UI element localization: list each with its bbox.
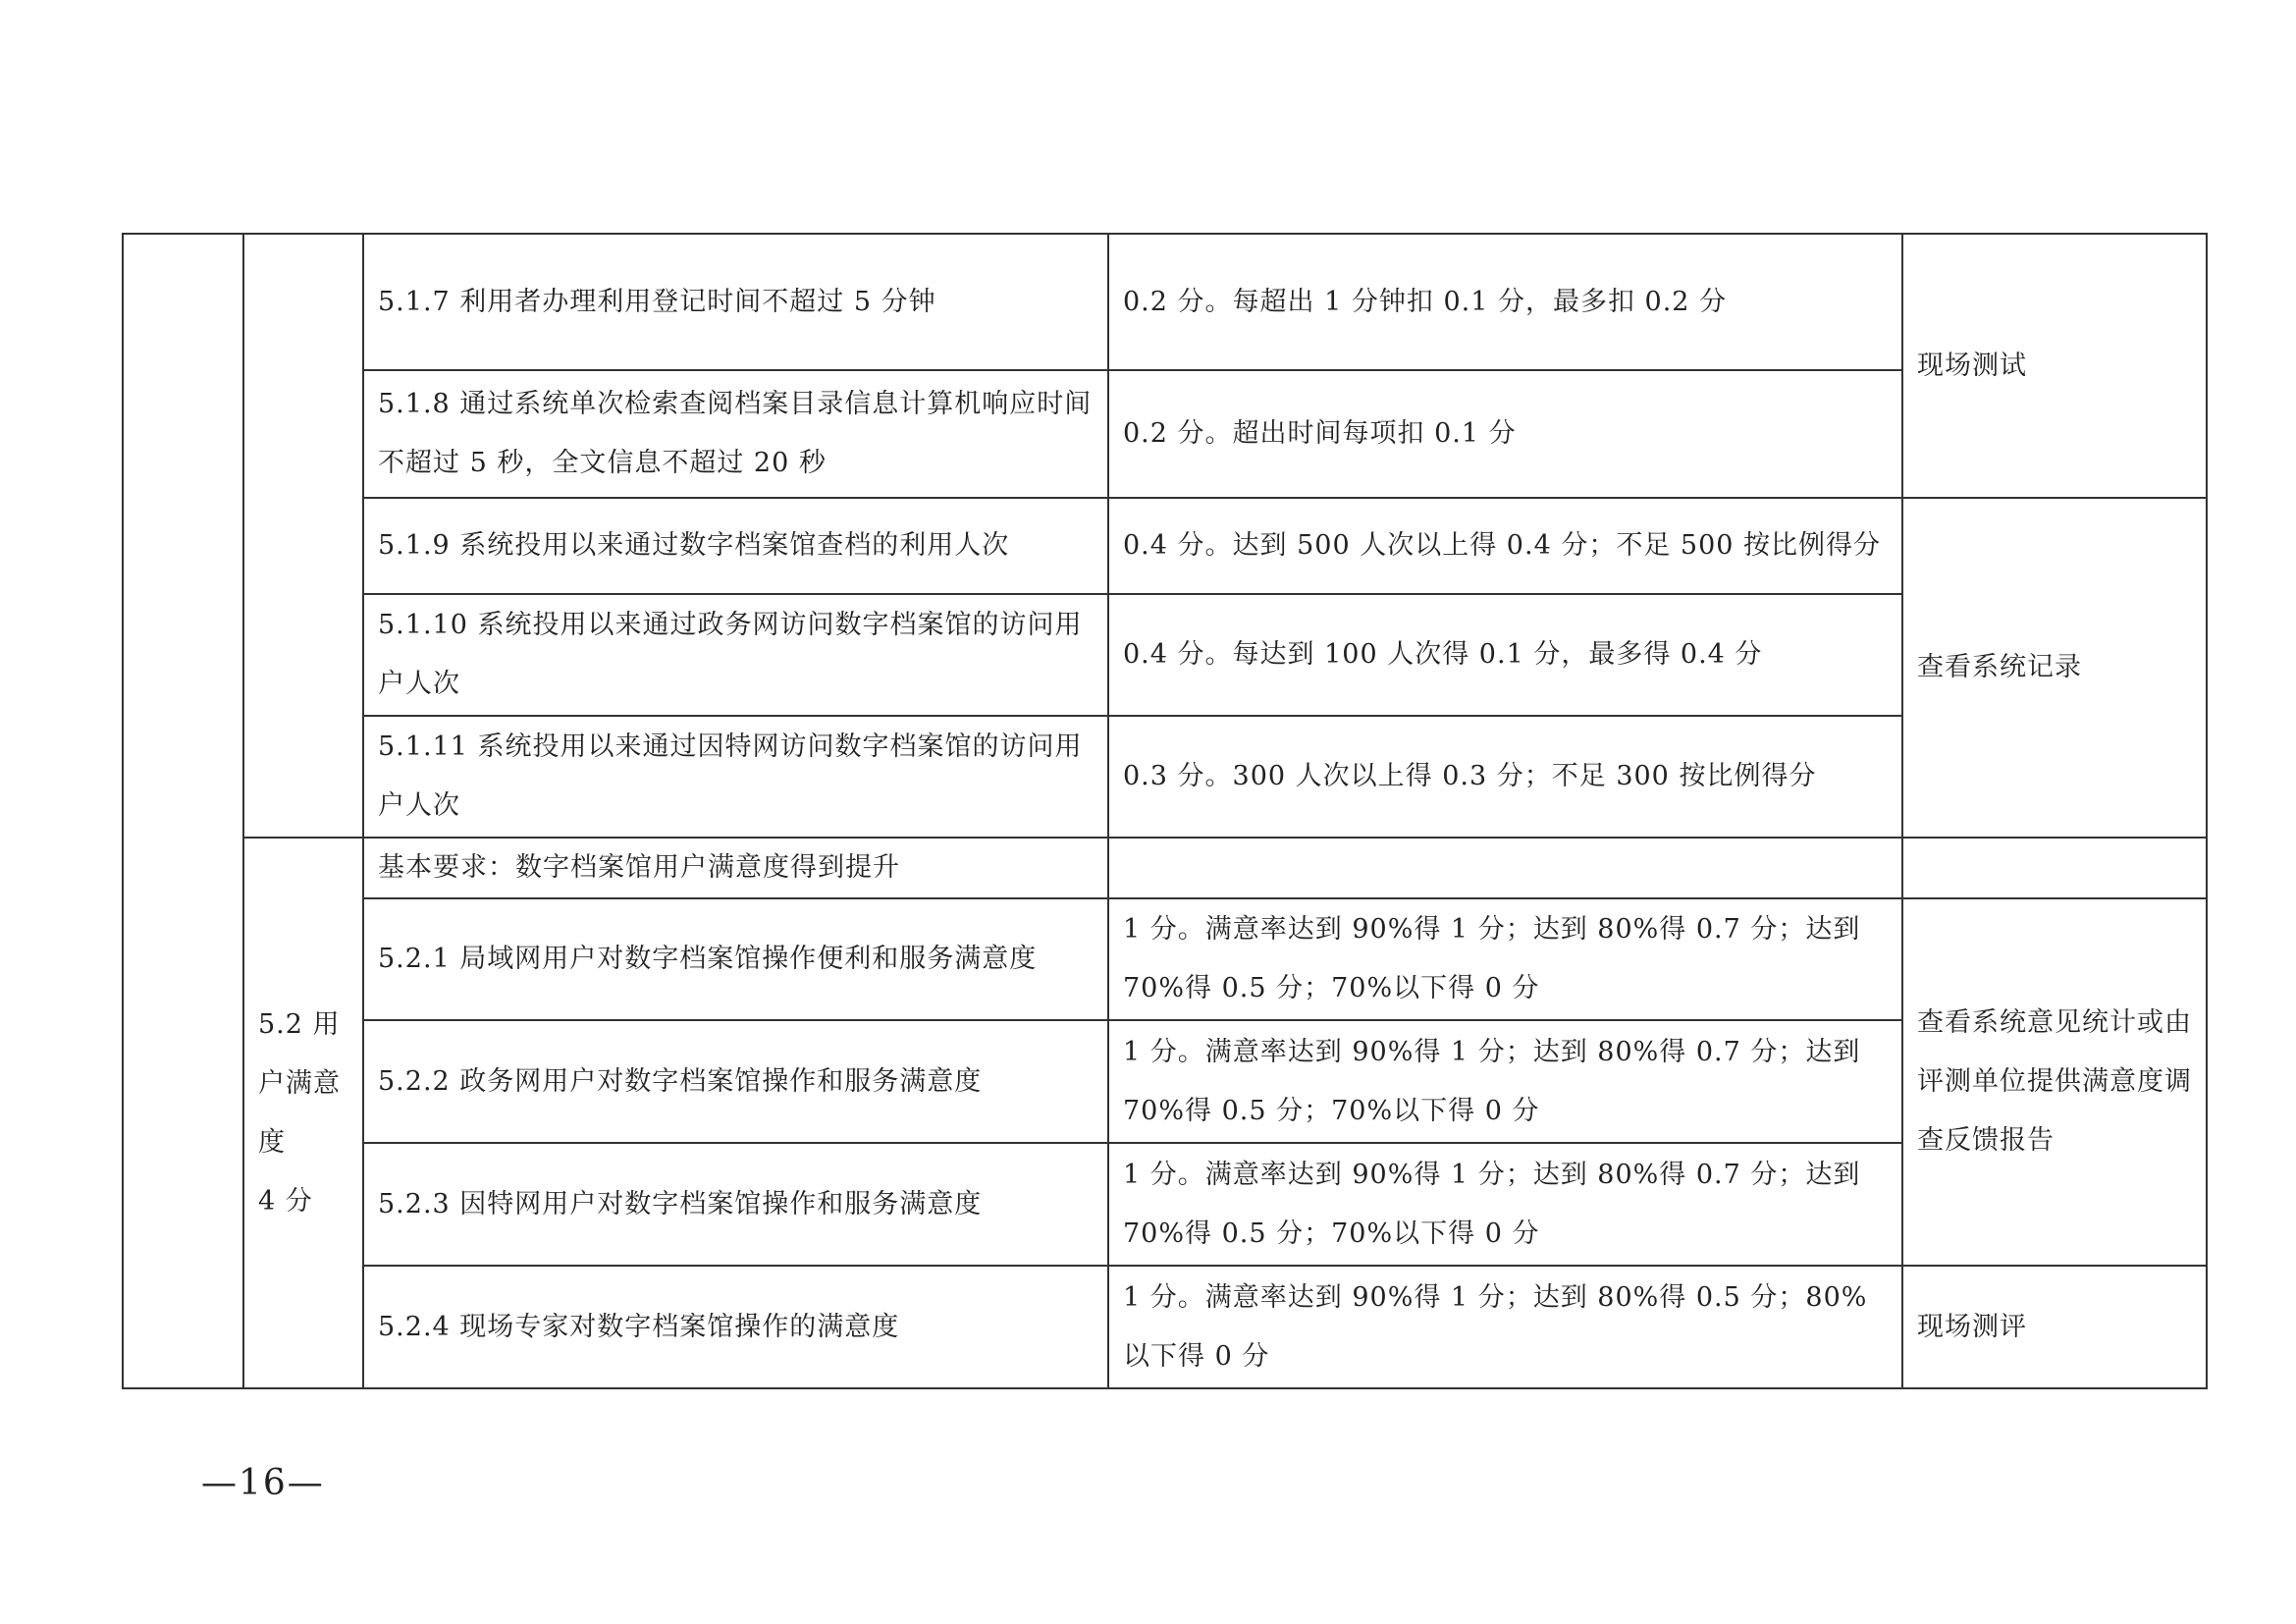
evaluation-table — [122, 233, 2208, 1389]
score-cell: 0.3 分。300 人次以上得 0.3 分；不足 300 按比例得分 — [1108, 716, 1902, 838]
item-cell: 5.2.4 现场专家对数字档案馆操作的满意度 — [363, 1266, 1108, 1388]
score-cell: 1 分。满意率达到 90%得 1 分；达到 80%得 0.7 分；达到 70%得 0.5 分；70%以下得 0 分 — [1108, 898, 1902, 1020]
table-row — [123, 234, 2207, 370]
score-cell: 1 分。满意率达到 90%得 1 分；达到 80%得 0.7 分；达到 70%得 0.5 分；70%以下得 0 分 — [1108, 1020, 1902, 1143]
method-cell: 现场测试 — [1902, 234, 2207, 498]
item-cell: 5.1.10 系统投用以来通过政务网访问数字档案馆的访问用户人次 — [363, 594, 1108, 716]
subcategory-cell-5-2: 5.2 用户满意度 4 分 — [243, 838, 363, 1388]
item-cell: 5.2.3 因特网用户对数字档案馆操作和服务满意度 — [363, 1143, 1108, 1266]
item-cell: 5.1.7 利用者办理利用登记时间不超过 5 分钟 — [363, 234, 1108, 370]
item-cell: 5.1.9 系统投用以来通过数字档案馆查档的利用人次 — [363, 498, 1108, 594]
item-cell: 5.2.1 局域网用户对数字档案馆操作便利和服务满意度 — [363, 898, 1108, 1020]
item-cell: 5.1.8 通过系统单次检索查阅档案目录信息计算机响应时间不超过 5 秒，全文信息不超过 20 秒 — [363, 370, 1108, 498]
table-row — [123, 1266, 2207, 1388]
category-cell — [123, 234, 243, 1388]
table-row — [123, 370, 2207, 498]
score-cell — [1108, 838, 1902, 898]
table-row — [123, 1020, 2207, 1143]
score-cell: 0.2 分。超出时间每项扣 0.1 分 — [1108, 370, 1902, 498]
method-cell: 查看系统记录 — [1902, 498, 2207, 838]
table-row — [123, 716, 2207, 838]
score-cell: 1 分。满意率达到 90%得 1 分；达到 80%得 0.7 分；达到 70%得 0.5 分；70%以下得 0 分 — [1108, 1143, 1902, 1266]
score-cell: 0.2 分。每超出 1 分钟扣 0.1 分，最多扣 0.2 分 — [1108, 234, 1902, 370]
table-row — [123, 498, 2207, 594]
method-cell: 查看系统意见统计或由评测单位提供满意度调查反馈报告 — [1902, 898, 2207, 1266]
item-cell: 5.2.2 政务网用户对数字档案馆操作和服务满意度 — [363, 1020, 1108, 1143]
method-cell-blank — [1902, 838, 2207, 898]
score-cell: 0.4 分。达到 500 人次以上得 0.4 分；不足 500 按比例得分 — [1108, 498, 1902, 594]
page-number: —16— — [201, 1463, 325, 1503]
requirement-cell: 基本要求：数字档案馆用户满意度得到提升 — [363, 838, 1108, 898]
table-row — [123, 898, 2207, 1020]
item-cell: 5.1.11 系统投用以来通过因特网访问数字档案馆的访问用户人次 — [363, 716, 1108, 838]
table-row — [123, 594, 2207, 716]
table-row — [123, 838, 2207, 898]
score-cell: 1 分。满意率达到 90%得 1 分；达到 80%得 0.5 分；80%以下得 0 分 — [1108, 1266, 1902, 1388]
table-row — [123, 1143, 2207, 1266]
subcategory-cell-5-1 — [243, 234, 363, 838]
score-cell: 0.4 分。每达到 100 人次得 0.1 分，最多得 0.4 分 — [1108, 594, 1902, 716]
method-cell: 现场测评 — [1902, 1266, 2207, 1388]
